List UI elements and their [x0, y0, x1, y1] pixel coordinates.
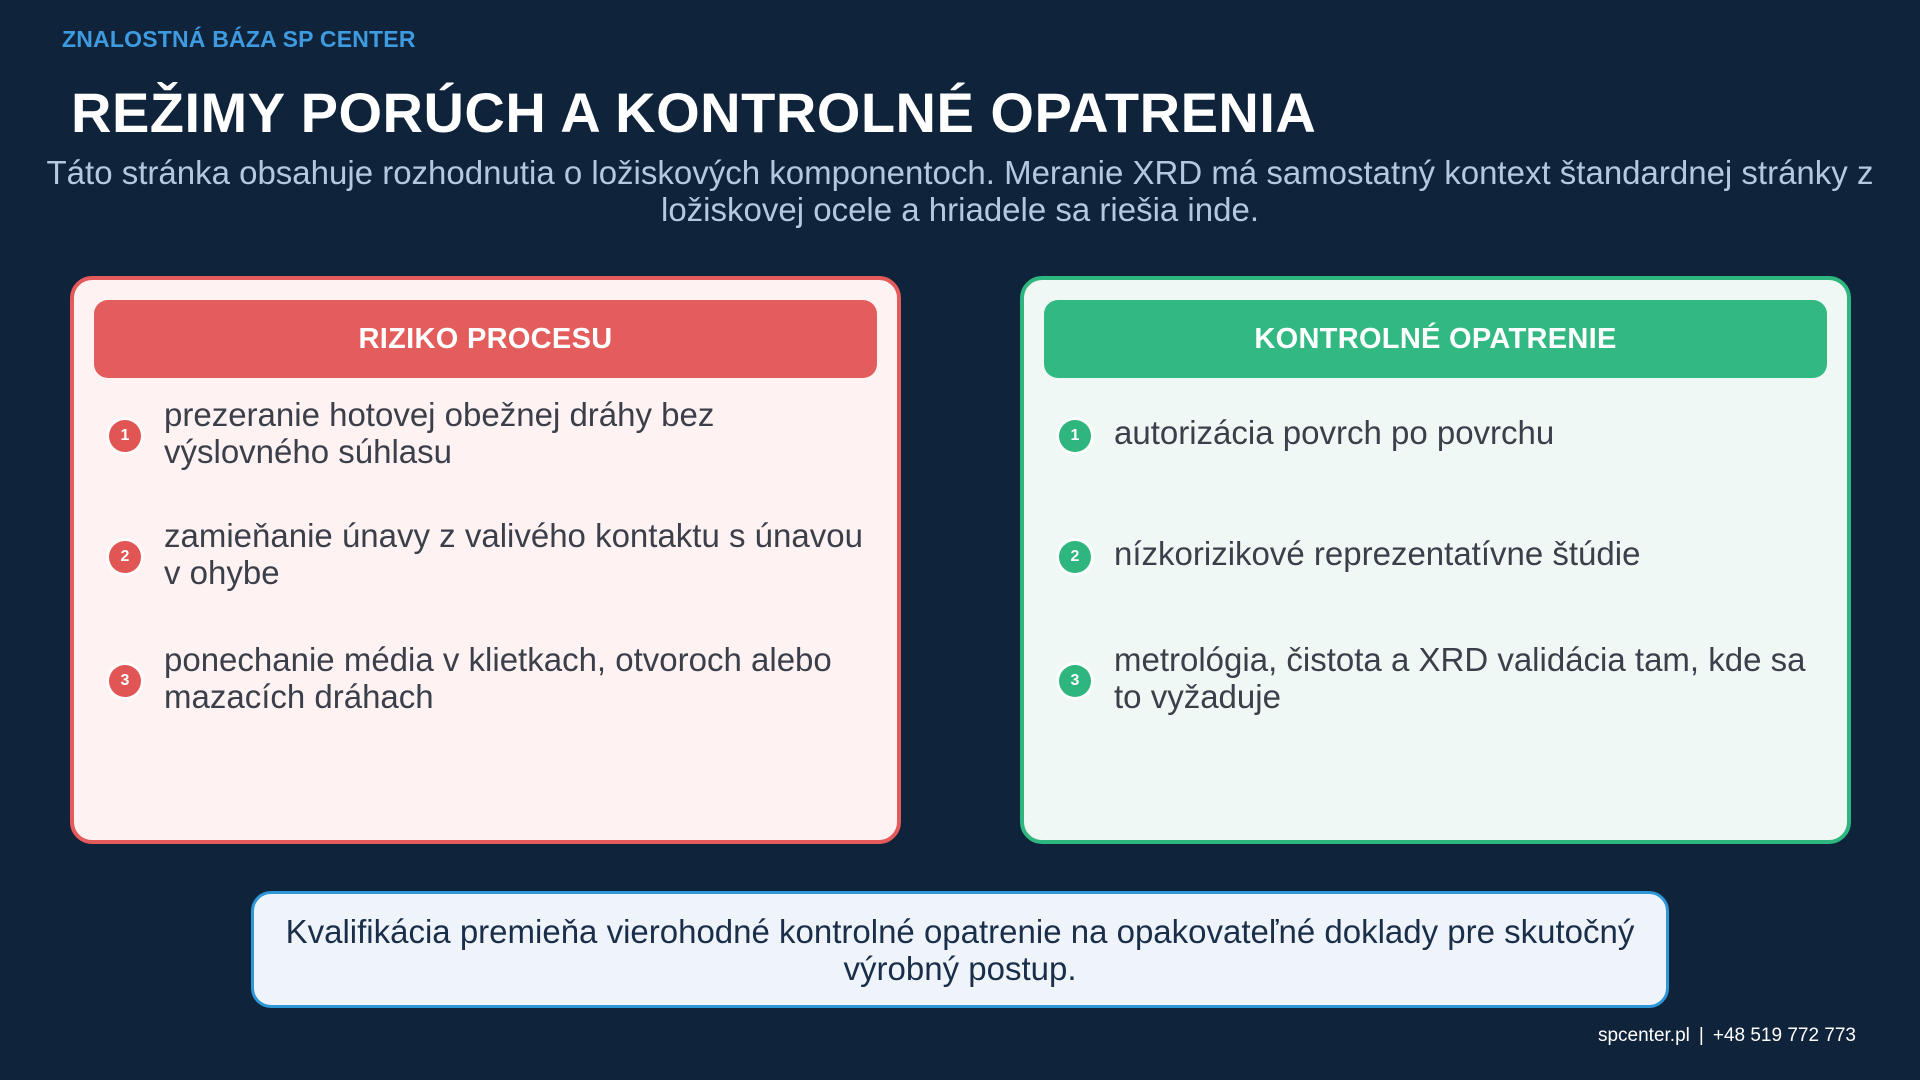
page-title: REŽIMY PORÚCH A KONTROLNÉ OPATRENIA: [71, 81, 1317, 144]
risk-panel: [70, 276, 901, 844]
brand-label: ZNALOSTNÁ BÁZA SP CENTER: [62, 26, 416, 52]
risk-item-number-badge: 1: [109, 420, 141, 452]
risk-item-number-badge: 3: [109, 665, 141, 697]
callout-text: Kvalifikácia premieňa vierohodné kontrolné opatrenie na opakovateľné doklady pre skutočný výrobný postup.: [285, 912, 1635, 987]
risk-item-text: prezeranie hotovej obežnej dráhy bez výslovného súhlasu: [164, 396, 715, 470]
risk-item-text: zamieňanie únavy z valivého kontaktu s únavou v ohybe: [164, 517, 863, 591]
risk-item-number-badge: 2: [109, 541, 141, 573]
control-panel: [1020, 276, 1851, 844]
risk-item-2: [109, 517, 885, 597]
control-item-text: metrológia, čistota a XRD validácia tam, kde sa to vyžaduje: [1114, 641, 1806, 715]
control-item-3: [1059, 641, 1835, 721]
risk-item-3: [109, 641, 885, 721]
risk-panel-heading: RIZIKO PROCESU: [94, 300, 877, 378]
risk-item-1: [109, 396, 885, 476]
control-item-1: [1059, 414, 1835, 494]
control-item-number-badge: 2: [1059, 541, 1091, 573]
control-item-text: autorizácia povrch po povrchu: [1114, 414, 1555, 451]
control-item-2: [1059, 535, 1835, 615]
qualification-callout: [251, 891, 1669, 1008]
footer-website[interactable]: spcenter.pl: [1597, 1025, 1690, 1046]
risk-item-text: ponechanie média v klietkach, otvoroch alebo mazacích dráhach: [164, 641, 832, 715]
footer-contact: [1598, 1025, 1856, 1047]
footer-separator: |: [1698, 1025, 1704, 1046]
page-subtitle: Táto stránka obsahuje rozhodnutia o ložiskových komponentoch. Meranie XRD má samostatný kontext štandardnej stránky z ložiskovej ocele a hriadele sa riešia inde.: [46, 154, 1874, 228]
control-item-text: nízkorizikové reprezentatívne štúdie: [1114, 535, 1641, 572]
control-panel-heading: KONTROLNÉ OPATRENIE: [1044, 300, 1827, 378]
footer-phone[interactable]: +48 519 772 773: [1712, 1025, 1856, 1046]
control-item-number-badge: 3: [1059, 665, 1091, 697]
control-item-number-badge: 1: [1059, 420, 1091, 452]
